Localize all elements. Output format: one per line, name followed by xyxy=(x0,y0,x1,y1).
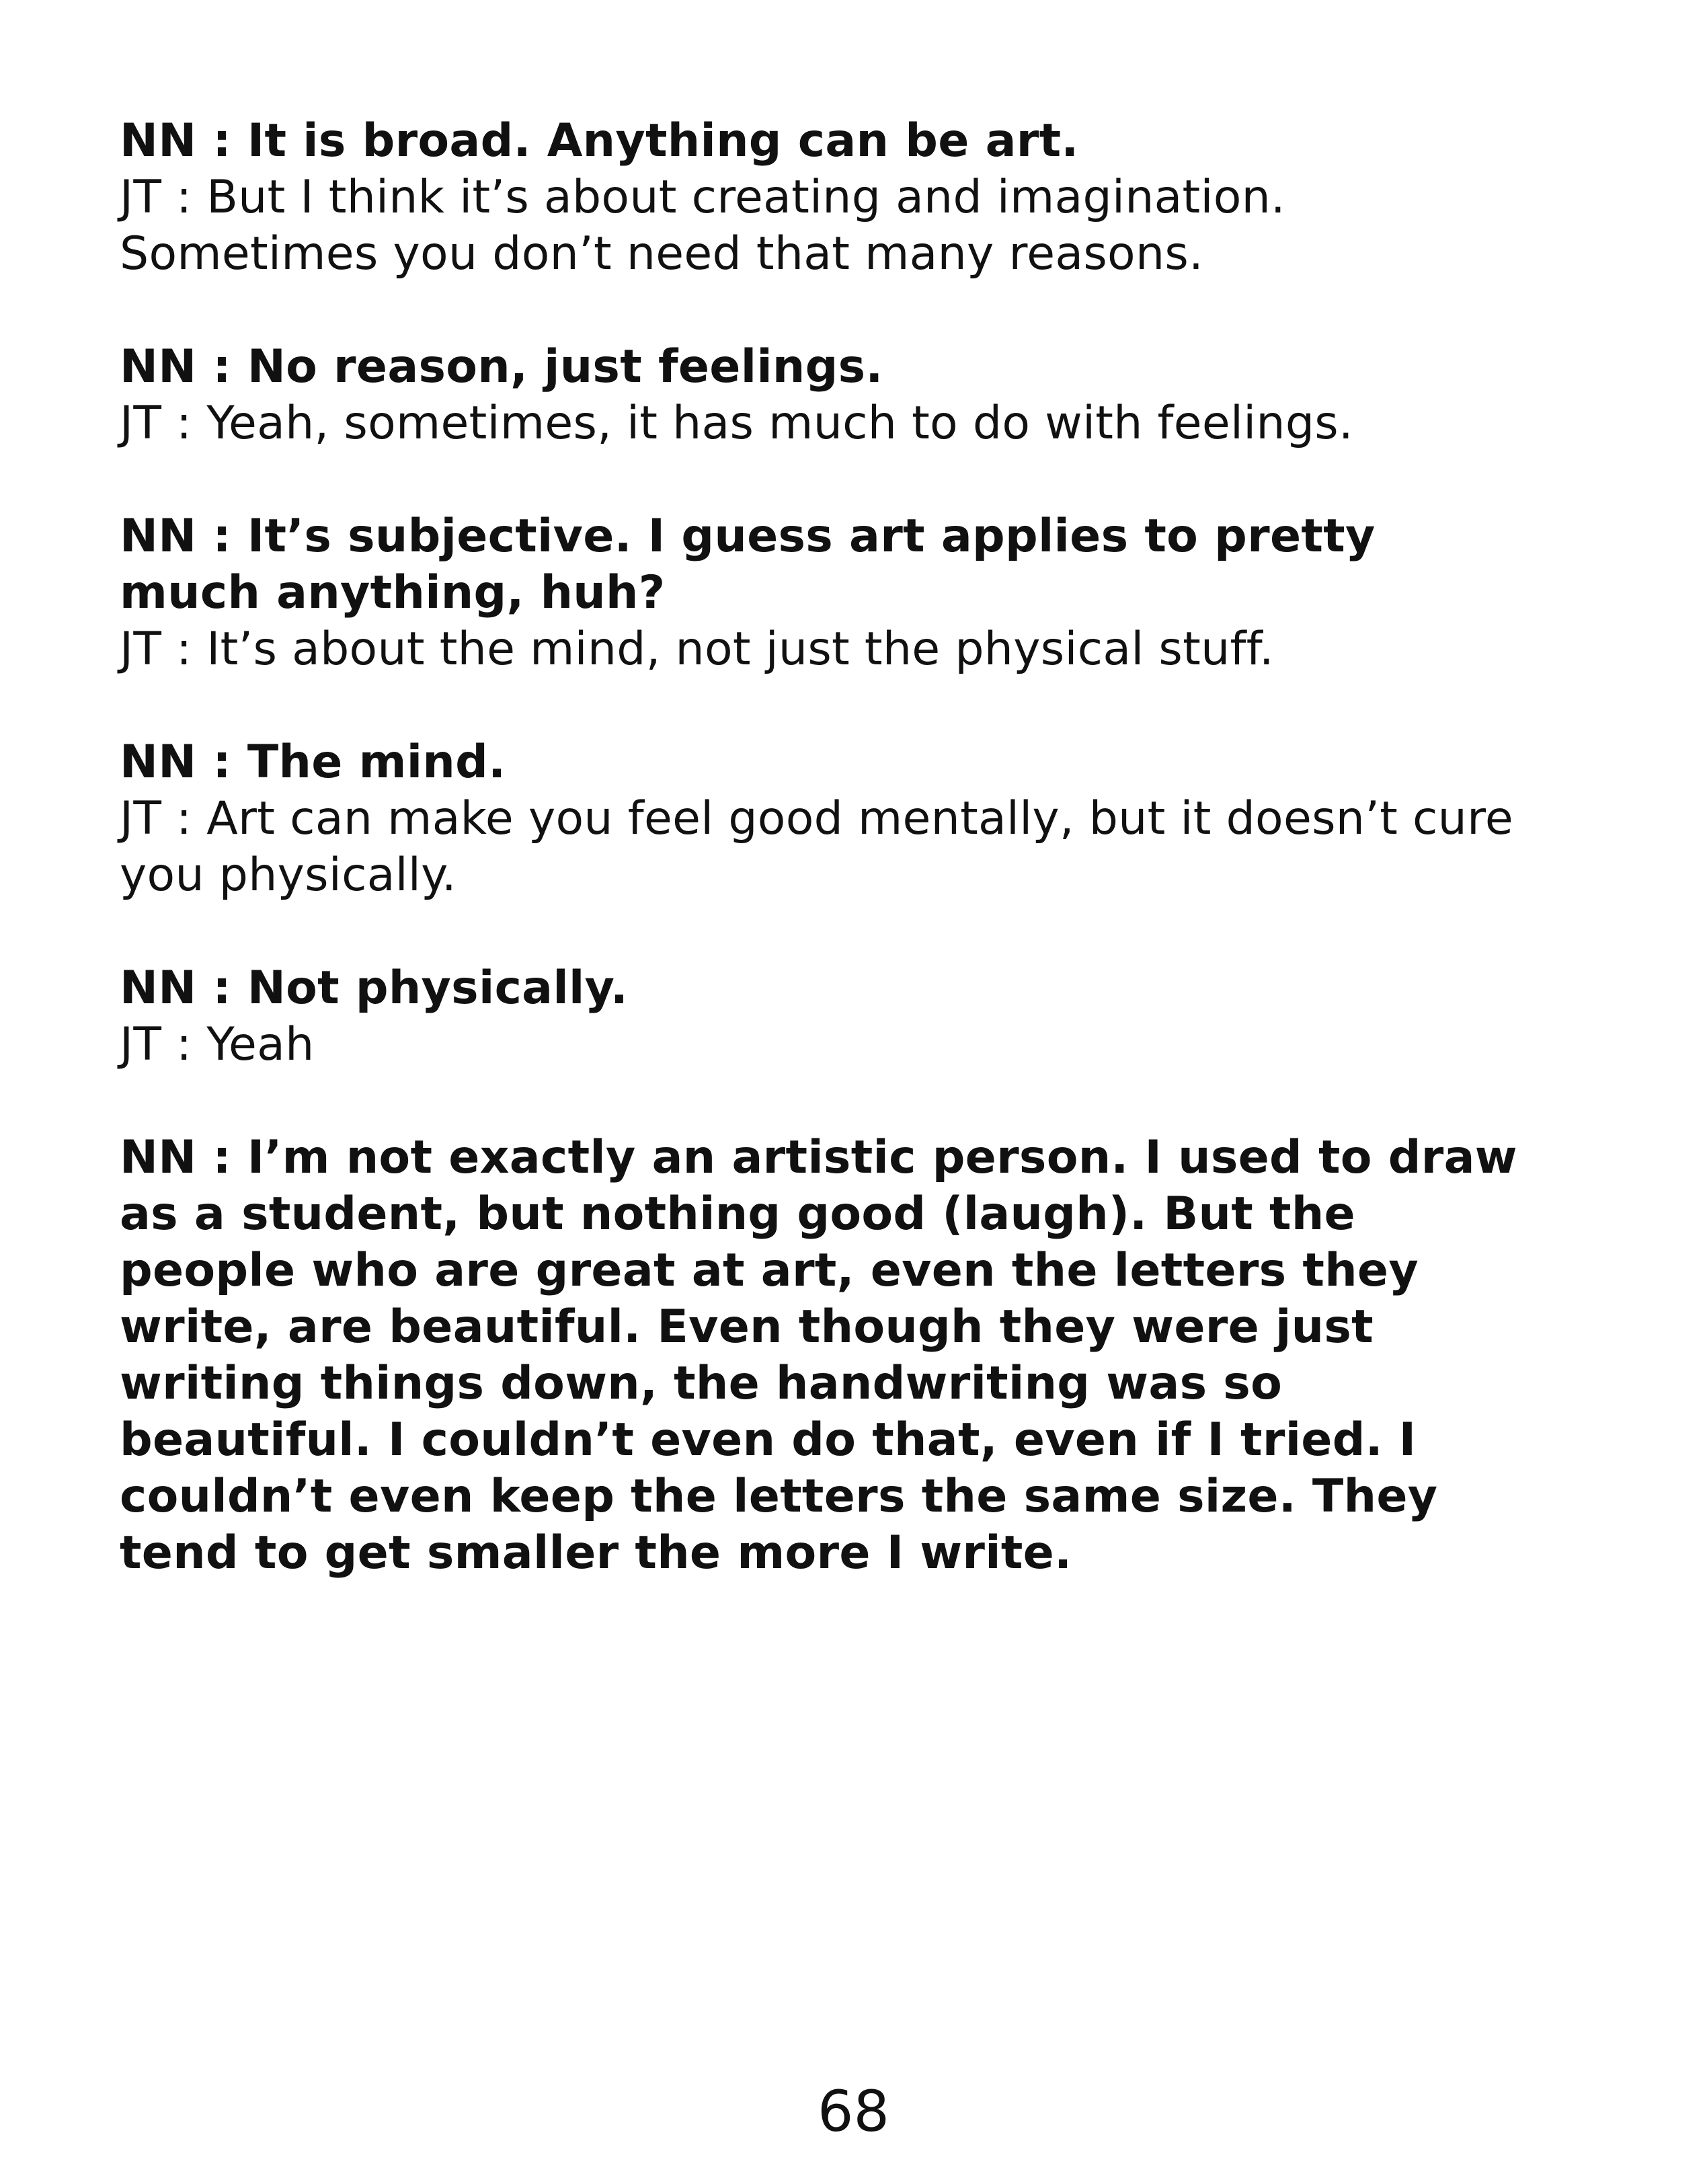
jt-line: JT : Art can make you feel good mentally, but it doesn’t cure you physically. xyxy=(120,792,1513,902)
exchange-5 xyxy=(120,960,1532,1073)
page-number: 68 xyxy=(818,2078,889,2144)
exchange-6 xyxy=(120,1130,1532,1582)
jt-line: JT : Yeah xyxy=(120,1018,315,1071)
nn-line: NN : I’m not exactly an artistic person. I used to draw as a student, but nothing good (laugh). But the people who are great at art, even the letters they write, are beautiful. Even though they were just writing things down, the handwriting was so beautiful. I couldn’t even do that, even if I tried. I couldn’t even keep the letters the same size. They tend to get smaller the more I write. xyxy=(120,1131,1517,1580)
exchange-3 xyxy=(120,508,1532,678)
exchange-1 xyxy=(120,113,1532,282)
exchange-2 xyxy=(120,339,1532,452)
interview-transcript xyxy=(120,113,1532,1638)
nn-line: NN : It is broad. Anything can be art. xyxy=(120,114,1079,167)
jt-line: JT : It’s about the mind, not just the physical stuff. xyxy=(120,623,1274,676)
nn-line: NN : It’s subjective. I guess art applies to pretty much anything, huh? xyxy=(120,510,1376,619)
jt-line: JT : Yeah, sometimes, it has much to do with feelings. xyxy=(120,397,1353,450)
nn-line: NN : The mind. xyxy=(120,736,506,789)
jt-line: JT : But I think it’s about creating and imagination. Sometimes you don’t need that many reasons. xyxy=(120,171,1285,280)
nn-line: NN : No reason, just feelings. xyxy=(120,340,883,393)
exchange-4 xyxy=(120,734,1532,904)
nn-line: NN : Not physically. xyxy=(120,962,629,1015)
